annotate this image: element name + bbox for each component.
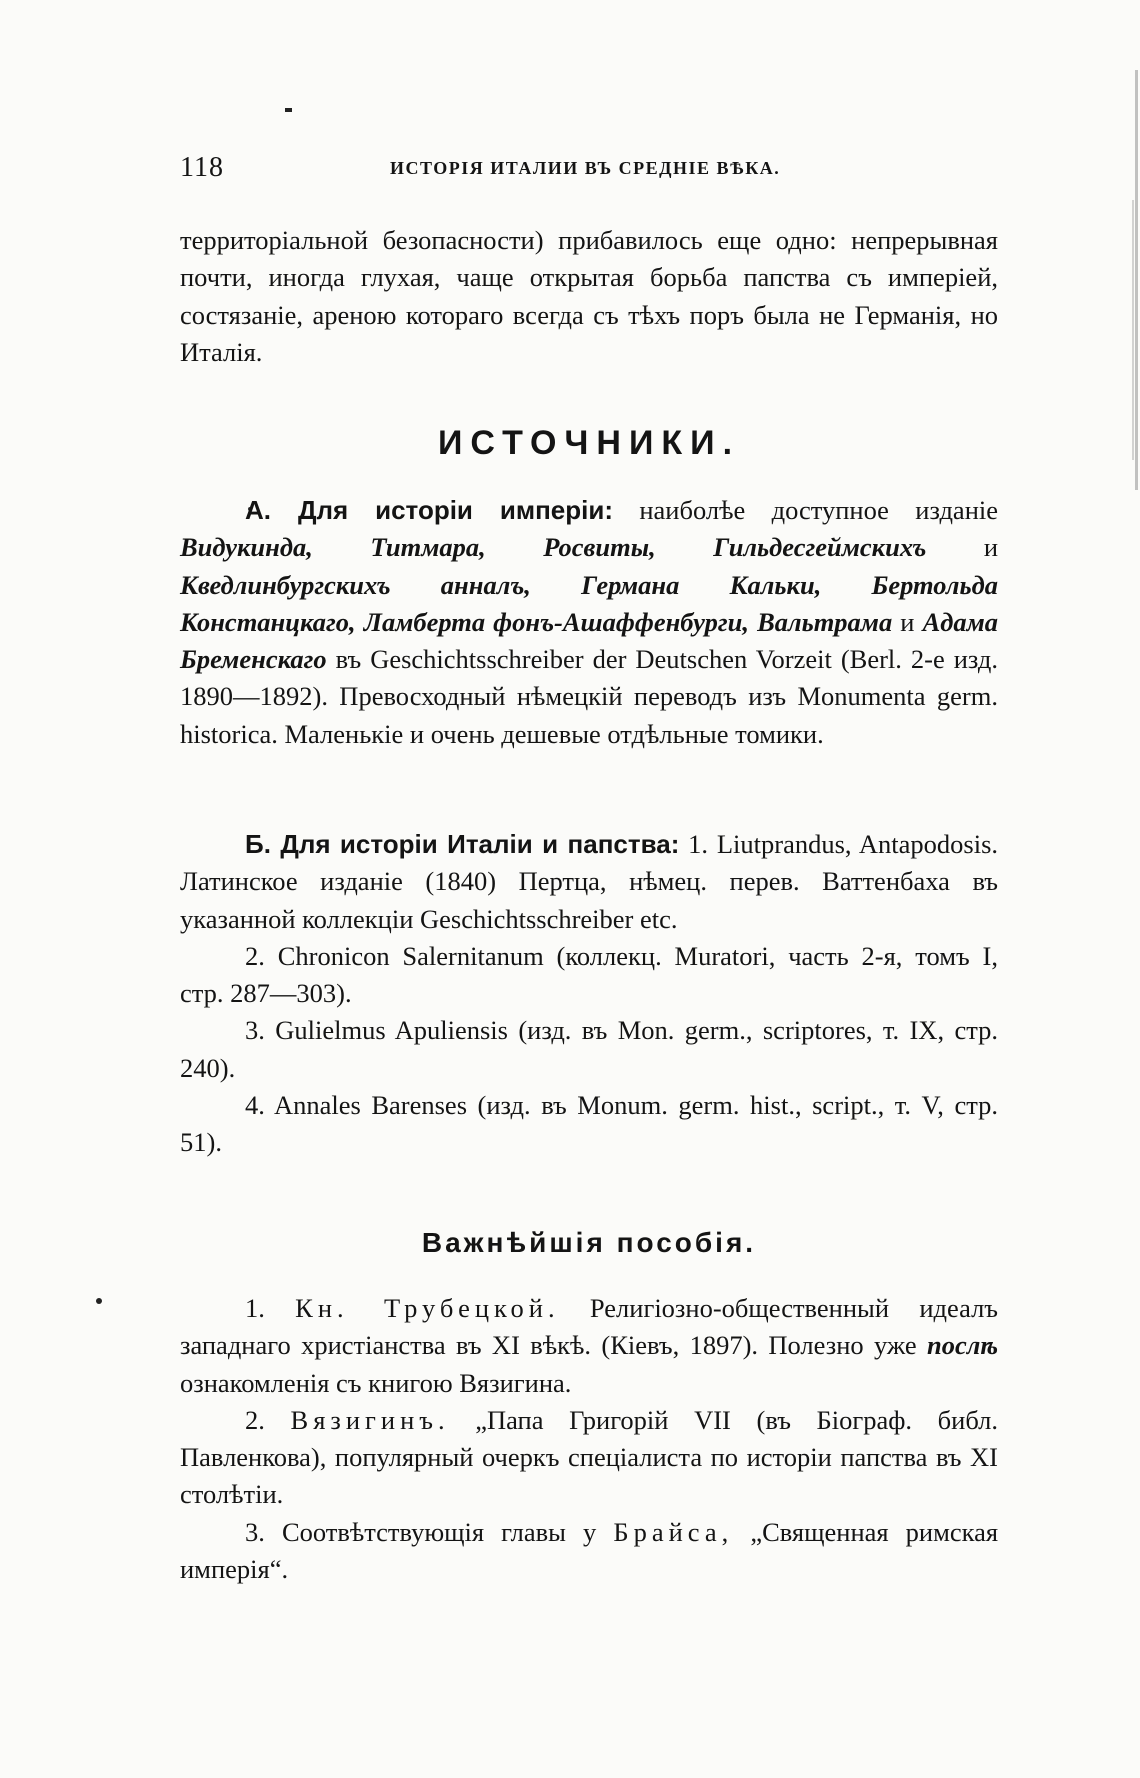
page-header (180, 152, 998, 186)
section-a-text: и (983, 532, 999, 563)
intro-paragraph: территоріальной безопасности) прибавилось еще одно: непрерывная почти, иногда глухая, чаще открытая борьба папства съ имперіей, состязаніе, ареною котораго всегда съ тѣхъ поръ была не Германія, но Италія. (180, 225, 998, 367)
author-name: Титмара, (370, 532, 486, 563)
aids-heading: Важнѣйшія пособія. (421, 1227, 757, 1258)
aid-author: Брайса, (613, 1516, 734, 1547)
sources-heading: ИСТОЧНИКИ. (437, 424, 741, 462)
source-item: 2. Chronicon Salernitanum (коллекц. Muratori, часть 2-я, томъ I, стр. 287—303). (180, 940, 998, 1009)
section-a-label: А. Для исторіи имперіи: (245, 495, 613, 525)
page-number: 118 (180, 152, 224, 183)
section-a-text: наиболѣе доступное изданіе (639, 495, 998, 525)
aid-author: Кн. Трубецкой. (295, 1293, 560, 1323)
section-b-item (180, 826, 998, 938)
author-name: Ламберта фонъ-Ашаффенбурги, (363, 606, 749, 637)
page-edge-shadow (1135, 70, 1138, 490)
author-name: Видукинда, (180, 532, 313, 563)
section-a-text: и (900, 606, 915, 637)
scan-speck (96, 1298, 102, 1304)
aid-author: Вязигинъ. (290, 1404, 450, 1435)
aid-text: „Папа Григорій VII (въ Біограф. библ. Павленкова), популярный очеркъ спеціалиста по исторіи папства въ XI столѣтіи. (180, 1404, 999, 1510)
author-name: Бертольда Констанцкаго, (180, 569, 998, 637)
aid-item (180, 1402, 998, 1514)
aids-list (180, 1290, 998, 1588)
aid-text: Религіозно-общественный идеалъ западнаго христіанства въ XI вѣкѣ. (Кіевъ, 1897). Полезно уже (180, 1293, 998, 1361)
page-edge-shadow (1132, 200, 1134, 460)
scan-mark (285, 108, 292, 112)
aid-item (180, 1290, 998, 1402)
running-title: ИСТОРІЯ ИТАЛИИ ВЪ СРЕДНІЕ ВѢКА. (390, 158, 781, 178)
author-name: Вальтрама (757, 606, 893, 637)
aid-number: 2. (245, 1404, 265, 1435)
section-b-label: Б. Для исторіи Италіи и папства: (245, 829, 680, 859)
aid-emphasis: послѣ (926, 1330, 998, 1361)
intro-paragraph-block (180, 222, 998, 371)
aid-text: ознакомленія съ книгою Вязигина. (180, 1367, 572, 1398)
author-name: Германа Кальки, (581, 569, 822, 600)
author-name: Росвиты, (543, 532, 656, 563)
section-a (180, 492, 998, 753)
source-item: 3. Gulielmus Apuliensis (изд. въ Mon. germ., scriptores, т. IX, стр. 240). (180, 1015, 998, 1083)
author-name: Кведлинбургскихъ анналъ, (180, 569, 531, 600)
author-name: Адама Бременскаго (180, 606, 999, 675)
section-a-paragraph (180, 492, 998, 753)
source-item: 4. Annales Barenses (изд. въ Monum. germ. hist., script., т. V, стр. 51). (180, 1090, 998, 1158)
section-b (180, 826, 998, 1162)
aid-text: Соотвѣтствующія главы у (281, 1516, 597, 1547)
aid-text: „Священная римская имперія“. (180, 1516, 999, 1585)
aid-item (180, 1514, 998, 1589)
section-a-text: въ Geschichtsschreiber der Deutschen Vorzeit (Berl. 2-е изд. 1890—1892). Превосходный нѣмецкій переводъ изъ Monumenta germ. historica. Маленькіе и очень дешевые отдѣльные томики. (180, 644, 998, 749)
aid-number: 1. (245, 1293, 265, 1323)
source-item-text: 1. Liutprandus, Antapodosis. Латинское изданіе (1840) Пертца, нѣмец. перев. Ваттенбаха въ указанной коллекціи Geschichtsschreiber etc. (180, 829, 999, 934)
author-name: Гильдесгеймскихъ (713, 532, 927, 563)
aid-number: 3. (245, 1516, 265, 1547)
